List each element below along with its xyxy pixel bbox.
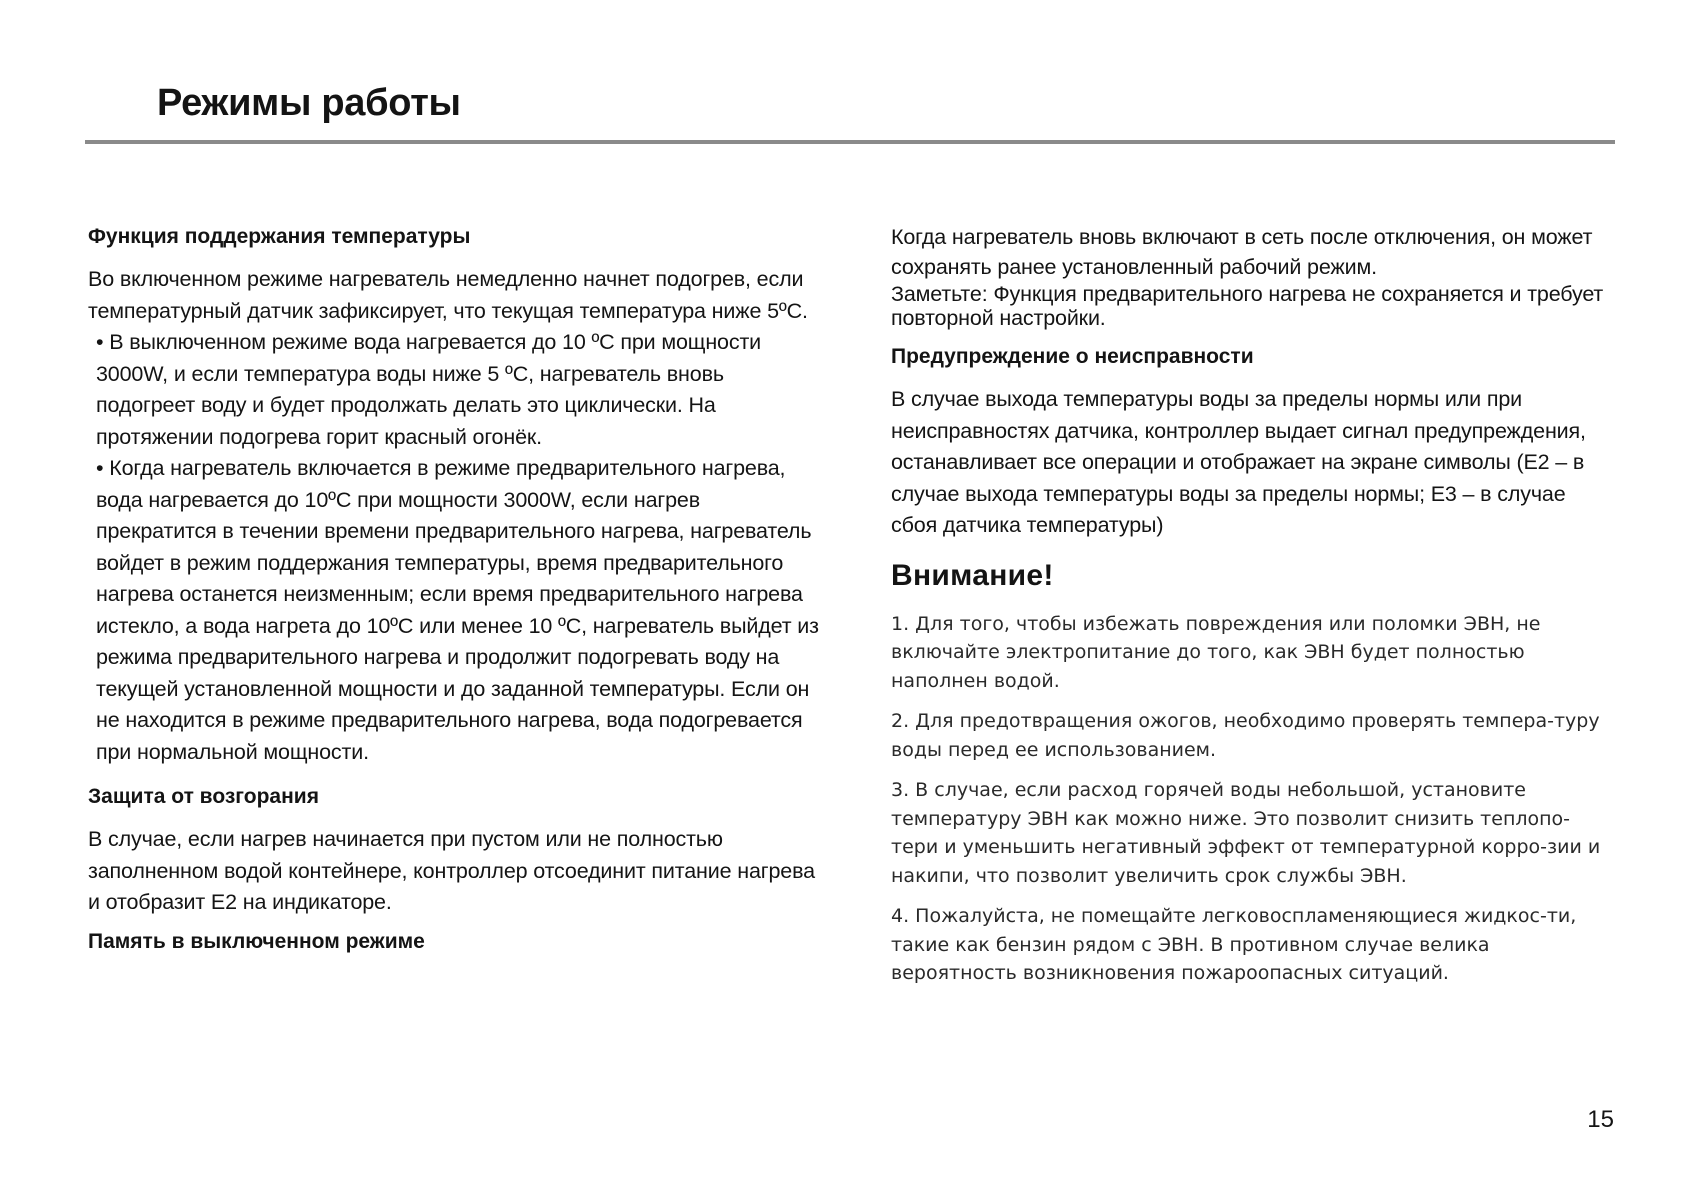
page-number: 15 (1587, 1106, 1614, 1133)
title-divider (85, 140, 1615, 144)
paragraph-malfunction-warning: В случае выхода температуры воды за пределы нормы или при неисправностях датчика, контроллер выдает сигнал предупреждения, останавливает все операции и отображает на экране символы (E2 – в случае выхода температуры воды за пределы нормы; E3 – в случае сбоя датчика температуры) (891, 387, 1586, 537)
paragraph-temperature-keeping: Во включенном режиме нагреватель немедленно начнет подогрев, если температурный датчик зафиксирует, что текущая температура ниже 5ºC. (88, 267, 808, 323)
right-column (891, 222, 1616, 1000)
section-heading-off-memory: Память в выключенном режиме (88, 929, 425, 953)
paragraph-memory-restore: Когда нагреватель вновь включают в сеть после отключения, он может сохранять ранее установленный рабочий режим. (891, 225, 1593, 279)
left-column (88, 222, 823, 969)
warning-item: 2. Для предотвращения ожогов, необходимо проверять темпера-туру воды перед ее использованием. (891, 710, 1600, 761)
attention-heading: Внимание! (891, 558, 1054, 592)
paragraph-preheat-note: Заметьте: Функция предварительного нагрева не сохраняется и требует повторной настройки. (891, 282, 1604, 330)
warning-item: 3. В случае, если расход горячей воды небольшой, установите температуру ЭВН как можно ниже. Это позволит снизить теплопо-тери и уменьшить негативный эффект от температурной корро-зии и накипи, что позволит увеличить срок службы ЭВН. (891, 779, 1601, 887)
warning-item: 1. Для того, чтобы избежать повреждения или поломки ЭВН, не включайте электропитание до того, как ЭВН будет полностью наполнен водой. (891, 612, 1541, 692)
warning-item: 4. Пожалуйста, не помещайте легковоспламеняющиеся жидкос-ти, такие как бензин рядом с ЭВН. В противном случае велика вероятность возникновения пожароопасных ситуаций. (891, 905, 1577, 984)
section-heading-temperature-keeping: Функция поддержания температуры (88, 225, 471, 248)
section-heading-fire-protection: Защита от возгорания (88, 785, 319, 808)
bullet-preheat-mode: • Когда нагреватель включается в режиме предварительного нагрева, вода нагревается до 10ºC при мощности 3000W, если нагрев прекратится в течении времени предварительного нагрева, нагреватель войдет в режим поддержания температуры, время предварительного нагрева останется неизменным; если время предварительного нагрева истекло, а вода нагрета до 10ºC или менее 10 ºC, нагреватель выйдет из режима предварительного нагрева и продолжит подогревать воду на текущей установленной мощности и до заданной температуры. Если он не находится в режиме предварительного нагрева, вода подогревается при нормальной мощности. (96, 456, 819, 764)
section-heading-malfunction-warning: Предупреждение о неисправности (891, 345, 1254, 368)
bullet-off-mode: • В выключенном режиме вода нагревается до 10 ºC при мощности 3000W, и если температура воды ниже 5 ºC, нагреватель вновь подогреет воду и будет продолжать делать это циклически. На протяжении подогрева горит красный огонёк. (96, 330, 762, 449)
page-title: Режимы работы (157, 82, 461, 124)
paragraph-fire-protection: В случае, если нагрев начинается при пустом или не полностью заполненном водой контейнере, контроллер отсоединит питание нагрева и отобразит E2 на индикаторе. (88, 827, 815, 914)
